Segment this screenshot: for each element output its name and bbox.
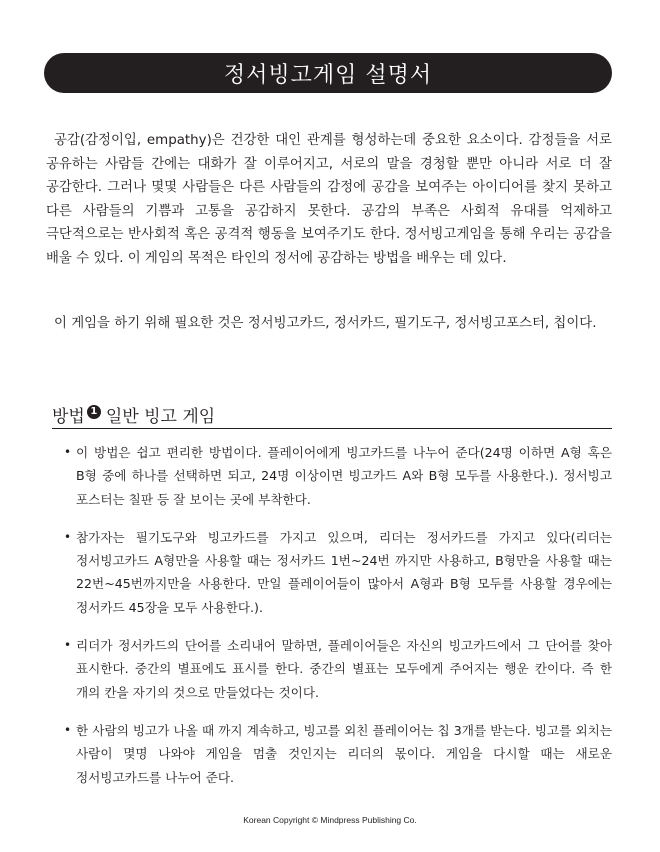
bullet-icon: • xyxy=(64,445,72,459)
list-item xyxy=(62,719,612,789)
section-number-badge: 1 xyxy=(87,405,101,419)
page-title: 정서빙고게임 설명서 xyxy=(223,62,433,88)
list-item-text: 이 방법은 쉽고 편리한 방법이다. 플레이어에게 빙고카드를 나누어 준다(24명 이하면 A형 혹은 B형 중에 하나를 선택하면 되고, 24명 이상이면 빙고카드 A와 B형 모두를 사용한다.). 정서빙고 포스터는 칠판 등 잘 보이는 곳에 부착한다. xyxy=(76,445,612,507)
bullet-icon: • xyxy=(64,529,72,544)
intro-paragraph-1: 공감(감정이입, empathy)은 건강한 대인 관계를 형성하는데 중요한 요소이다. 감정들을 서로 공유하는 사람들 간에는 대화가 잘 이루어지고, 서로의 말을 경청할 뿐만 아니라 서로 더 잘 공감한다. 그러나 몇몇 사람들은 다른 사람들의 감정에 공감을 보여주는 아이디어를 찾지 못하고 다른 사람들의 기쁨과 고통을 공감하지 못한다. 공감의 부족은 사회적 유대를 억제하고 극단적으로는 반사회적 혹은 공격적 행동을 보여주기도 한다. 정서빙고게임을 통해 우리는 공감을 배울 수 있다. 이 게임의 목적은 타인의 정서에 공감하는 방법을 배우는 데 있다. xyxy=(46,133,612,266)
list-item xyxy=(62,634,612,704)
title-bar xyxy=(44,53,612,93)
list-item xyxy=(62,441,612,511)
list-item-text: 참가자는 필기도구와 빙고카드를 가지고 있으며, 리더는 정서카드를 가지고 있다(리더는 정서빙고카드 A형만을 사용할 때는 정서카드 1번~24번 까지만 사용하고, B형만을 사용할 때는 22번~45번까지만을 사용한다. 만일 플레이어들이 많아서 A형과 B형 모두를 사용할 경우에는 정서카드 45장을 모두 사용한다.). xyxy=(76,529,612,615)
section-prefix: 방법 xyxy=(52,407,85,427)
method-steps-list xyxy=(62,441,612,804)
bullet-icon: • xyxy=(64,638,72,653)
section-heading xyxy=(52,402,612,429)
section-title: 일반 빙고 게임 xyxy=(105,407,216,427)
list-item-text: 리더가 정서카드의 단어를 소리내어 말하면, 플레이어들은 자신의 빙고카드에서 그 단어를 찾아 표시한다. 중간의 별표에도 표시를 한다. 중간의 별표는 모두에게 주어지는 행운 칸이다. 즉 한 개의 칸을 자기의 것으로 만들었다는 것이다. xyxy=(76,638,612,700)
bullet-icon: • xyxy=(64,722,72,737)
copyright-footer: Korean Copyright © Mindpress Publishing Co. xyxy=(243,815,417,825)
intro-paragraph-2: 이 게임을 하기 위해 필요한 것은 정서빙고카드, 정서카드, 필기도구, 정서빙고포스터, 칩이다. xyxy=(54,316,597,331)
list-item xyxy=(62,526,612,619)
list-item-text: 한 사람의 빙고가 나올 때 까지 계속하고, 빙고를 외친 플레이어는 칩 3개를 받는다. 빙고를 외치는 사람이 몇명 나와야 게임을 멈출 것인지는 리더의 몫이다. 게임을 다시할 때는 새로운 정서빙고카드를 나누어 준다. xyxy=(76,722,612,785)
